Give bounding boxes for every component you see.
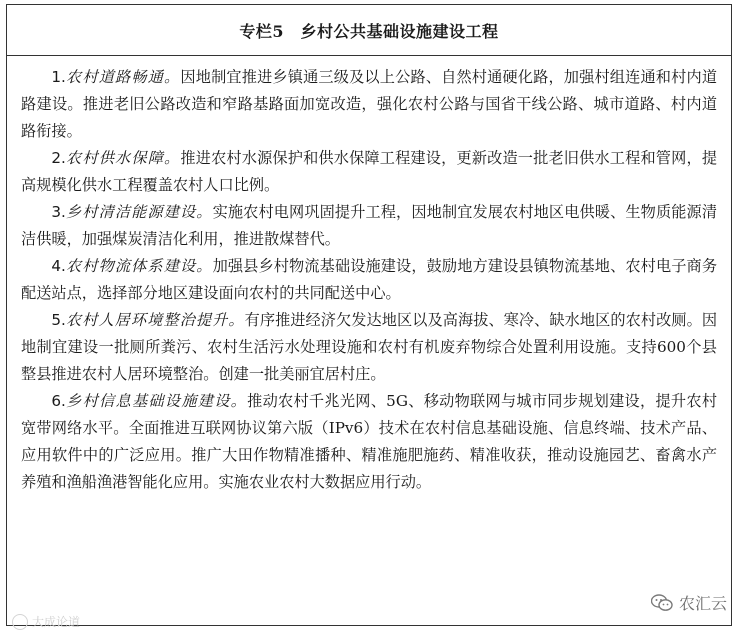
item-heading: 农村供水保障。: [65, 149, 181, 167]
item-text: 推动农村千兆光网、5G、移动物联网与城市同步规划建设，提升农村宽带网络水平。全面推进互联网协议第六版（IPv6）技术在农村信息基础设施、信息终端、技术产品、应用软件中的广泛应用。推广大田作物精准播种、精准施肥施药、精准收获，推动设施园艺、畜禽水产养殖和渔船渔港智能化应用。实施农业农村大数据应用行动。: [21, 392, 718, 491]
column-box: [6, 4, 732, 626]
item-text: 实施农村电网巩固提升工程，因地制宜发展农村地区电供暖、生物质能源清洁供暖，加强煤炭清洁化利用，推进散煤替代。: [21, 203, 718, 248]
item-5: [21, 307, 717, 388]
item-text: 有序推进经济欠发达地区以及高海拔、寒冷、缺水地区的农村改厕。因地制宜建设一批厕所粪污、农村生活污水处理设施和农村有机废弃物综合处置利用设施。支持600个县整县推进农村人居环境整治。创建一批美丽宜居村庄。: [21, 311, 718, 383]
wechat-icon: [651, 594, 673, 612]
item-number: 2.: [51, 149, 66, 167]
item-number: 4.: [51, 257, 66, 275]
item-number: 1.: [51, 68, 66, 86]
item-3: [21, 199, 717, 253]
item-4: [21, 253, 717, 307]
watermark-right-text: 农汇云: [678, 594, 727, 613]
watermark-logo-icon: [12, 614, 28, 630]
watermark-right: [651, 591, 727, 614]
item-number: 3.: [51, 203, 66, 221]
item-text: 推进农村水源保护和供水保障工程建设，更新改造一批老旧供水工程和管网，提高规模化供水工程覆盖农村人口比例。: [21, 149, 717, 194]
item-heading: 农村物流体系建设。: [65, 257, 213, 275]
item-number: 6.: [51, 392, 66, 410]
item-1: [21, 64, 717, 145]
item-6: [21, 388, 717, 496]
item-heading: 乡村清洁能源建设。: [65, 203, 213, 221]
item-heading: 农村人居环境整治提升。: [65, 311, 245, 329]
watermark-left-text: 大成论道: [32, 615, 81, 629]
item-heading: 农村道路畅通。: [65, 68, 181, 86]
title-row: [7, 5, 731, 56]
column-title: 专栏5 乡村公共基础设施建设工程: [239, 21, 499, 41]
item-text: 因地制宜推进乡镇通三级及以上公路、自然村通硬化路，加强村组连通和村内道路建设。推进老旧公路改造和窄路基路面加宽改造，强化农村公路与国省干线公路、城市道路、村内道路衔接。: [21, 68, 717, 140]
item-number: 5.: [51, 311, 66, 329]
item-heading: 乡村信息基础设施建设。: [65, 392, 248, 410]
item-text: 加强县乡村物流基础设施建设，鼓励地方建设县镇物流基地、农村电子商务配送站点，选择部分地区建设面向农村的共同配送中心。: [21, 257, 718, 302]
item-2: [21, 145, 717, 199]
column-body: [7, 56, 731, 496]
watermark-left: [12, 613, 80, 630]
